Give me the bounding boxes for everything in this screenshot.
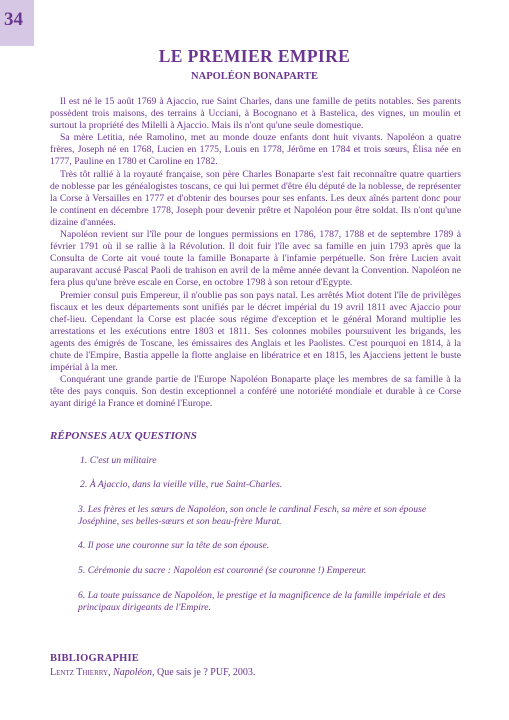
paragraph: Sa mère Letitia, née Ramolino, met au monde douze enfants dont huit vivants. Napoléon a quatre frères, Joseph né en 1768, Lucien en 1775, Louis en 1778, Jérôme en 1784 et trois sœurs, Élisa née en 1777, Pauline en 1780 et Caroline en 1782.	[50, 132, 461, 168]
bibliography-details: Que sais je ? PUF, 2003.	[154, 667, 256, 678]
answer-item: 3. Les frères et les sœurs de Napoléon, son oncle le cardinal Fesch, sa mère et son épouse Joséphine, ses belles-sœurs et son beau-frère Murat.	[78, 504, 427, 527]
article-body	[50, 96, 461, 410]
page-number: 34	[4, 9, 23, 30]
paragraph: Il est né le 15 août 1769 à Ajaccio, rue Saint Charles, dans une famille de petits notables. Ses parents possèdent trois maisons, des terrains à Ucciani, à Bocognano et à Bastelica, des vignes, un moulin et surtout la propriété des Milelli à Ajaccio. Mais ils n'ont qu'une seule domestique.	[50, 96, 461, 132]
bibliography-heading: BIBLIOGRAPHIE	[50, 653, 139, 664]
answer-item: 1. C'est un militaire	[80, 455, 157, 466]
answers-heading: RÉPONSES AUX QUESTIONS	[50, 430, 197, 442]
paragraph: Premier consul puis Empereur, il n'oublie pas son pays natal. Les arrêtés Miot dotent l'île de privilèges fiscaux et les deux départements sont unifiés par le décret impérial du 19 avril 1811 avec Ajaccio pour chef-lieu. Cependant la Corse est placée sous régime d'exception et le général Morand multiplie les arrestations et les exécutions entre 1803 et 1811. Ses colonnes mobiles poursuivent les brigands, les agents des émigrés de Toscane, les émissaires des Anglais et les Paolistes. C'est pourquoi en 1814, à la chute de l'Empire, Bastia appelle la flotte anglaise en libératrice et en 1815, les Ajacciens jettent le buste impérial à la mer.	[50, 289, 461, 374]
answer-item: 6. La toute puissance de Napoléon, le prestige et la magnificence de la famille impériale et des principaux dirigeants de l'Empire.	[78, 590, 446, 613]
paragraph: Très tôt rallié à la royauté française, son père Charles Bonaparte s'est fait reconnaître quatre quartiers de noblesse par les généalogistes toscans, ce qui lui permet d'être élu député de la noblesse, de représenter la Corse à Versailles en 1777 et d'obtenir des bourses pour ses enfants. Les deux aînés partent donc pour le continent en décembre 1778, Joseph pour devenir prêtre et Napoléon pour être soldat. Ils n'ont qu'une dizaine d'années.	[50, 168, 461, 228]
answer-item: 4. Il pose une couronne sur la tête de son épouse.	[78, 540, 270, 551]
bibliography-entry	[50, 667, 255, 678]
page-subtitle: NAPOLÉON BONAPARTE	[191, 71, 318, 82]
answer-item: 5. Cérémonie du sacre : Napoléon est couronné (se couronne !) Empereur.	[78, 565, 367, 576]
bibliography-work: Napoléon,	[113, 667, 155, 678]
page-title: LE PREMIER EMPIRE	[158, 46, 351, 66]
page-number-box	[0, 0, 34, 46]
answer-item: 2. À Ajaccio, dans la vieille ville, rue Saint-Charles.	[80, 479, 283, 490]
bibliography-author: Lentz Thierry,	[50, 667, 111, 678]
paragraph: Napoléon revient sur l'île pour de longues permissions en 1786, 1787, 1788 et de septembre 1789 à février 1791 où il se rallie à la Révolution. Il doit fuir l'île avec sa famille en juin 1793 après que la Consulta de Corte ait voué toute la famille Bonaparte à l'infamie perpétuelle. Son frère Lucien avait auparavant accusé Pascal Paoli de trahison en avril de la même année devant la Convention. Napoléon ne fera plus qu'une brève escale en Corse, en octobre 1798 à son retour d'Egypte.	[50, 229, 461, 289]
paragraph: Conquérant une grande partie de l'Europe Napoléon Bonaparte plaçe les membres de sa famille à la tête des pays conquis. Son destin exceptionnel a conféré une notoriété mondiale et durable à ce Corse ayant dirigé la France et dominé l'Europe.	[50, 374, 461, 410]
